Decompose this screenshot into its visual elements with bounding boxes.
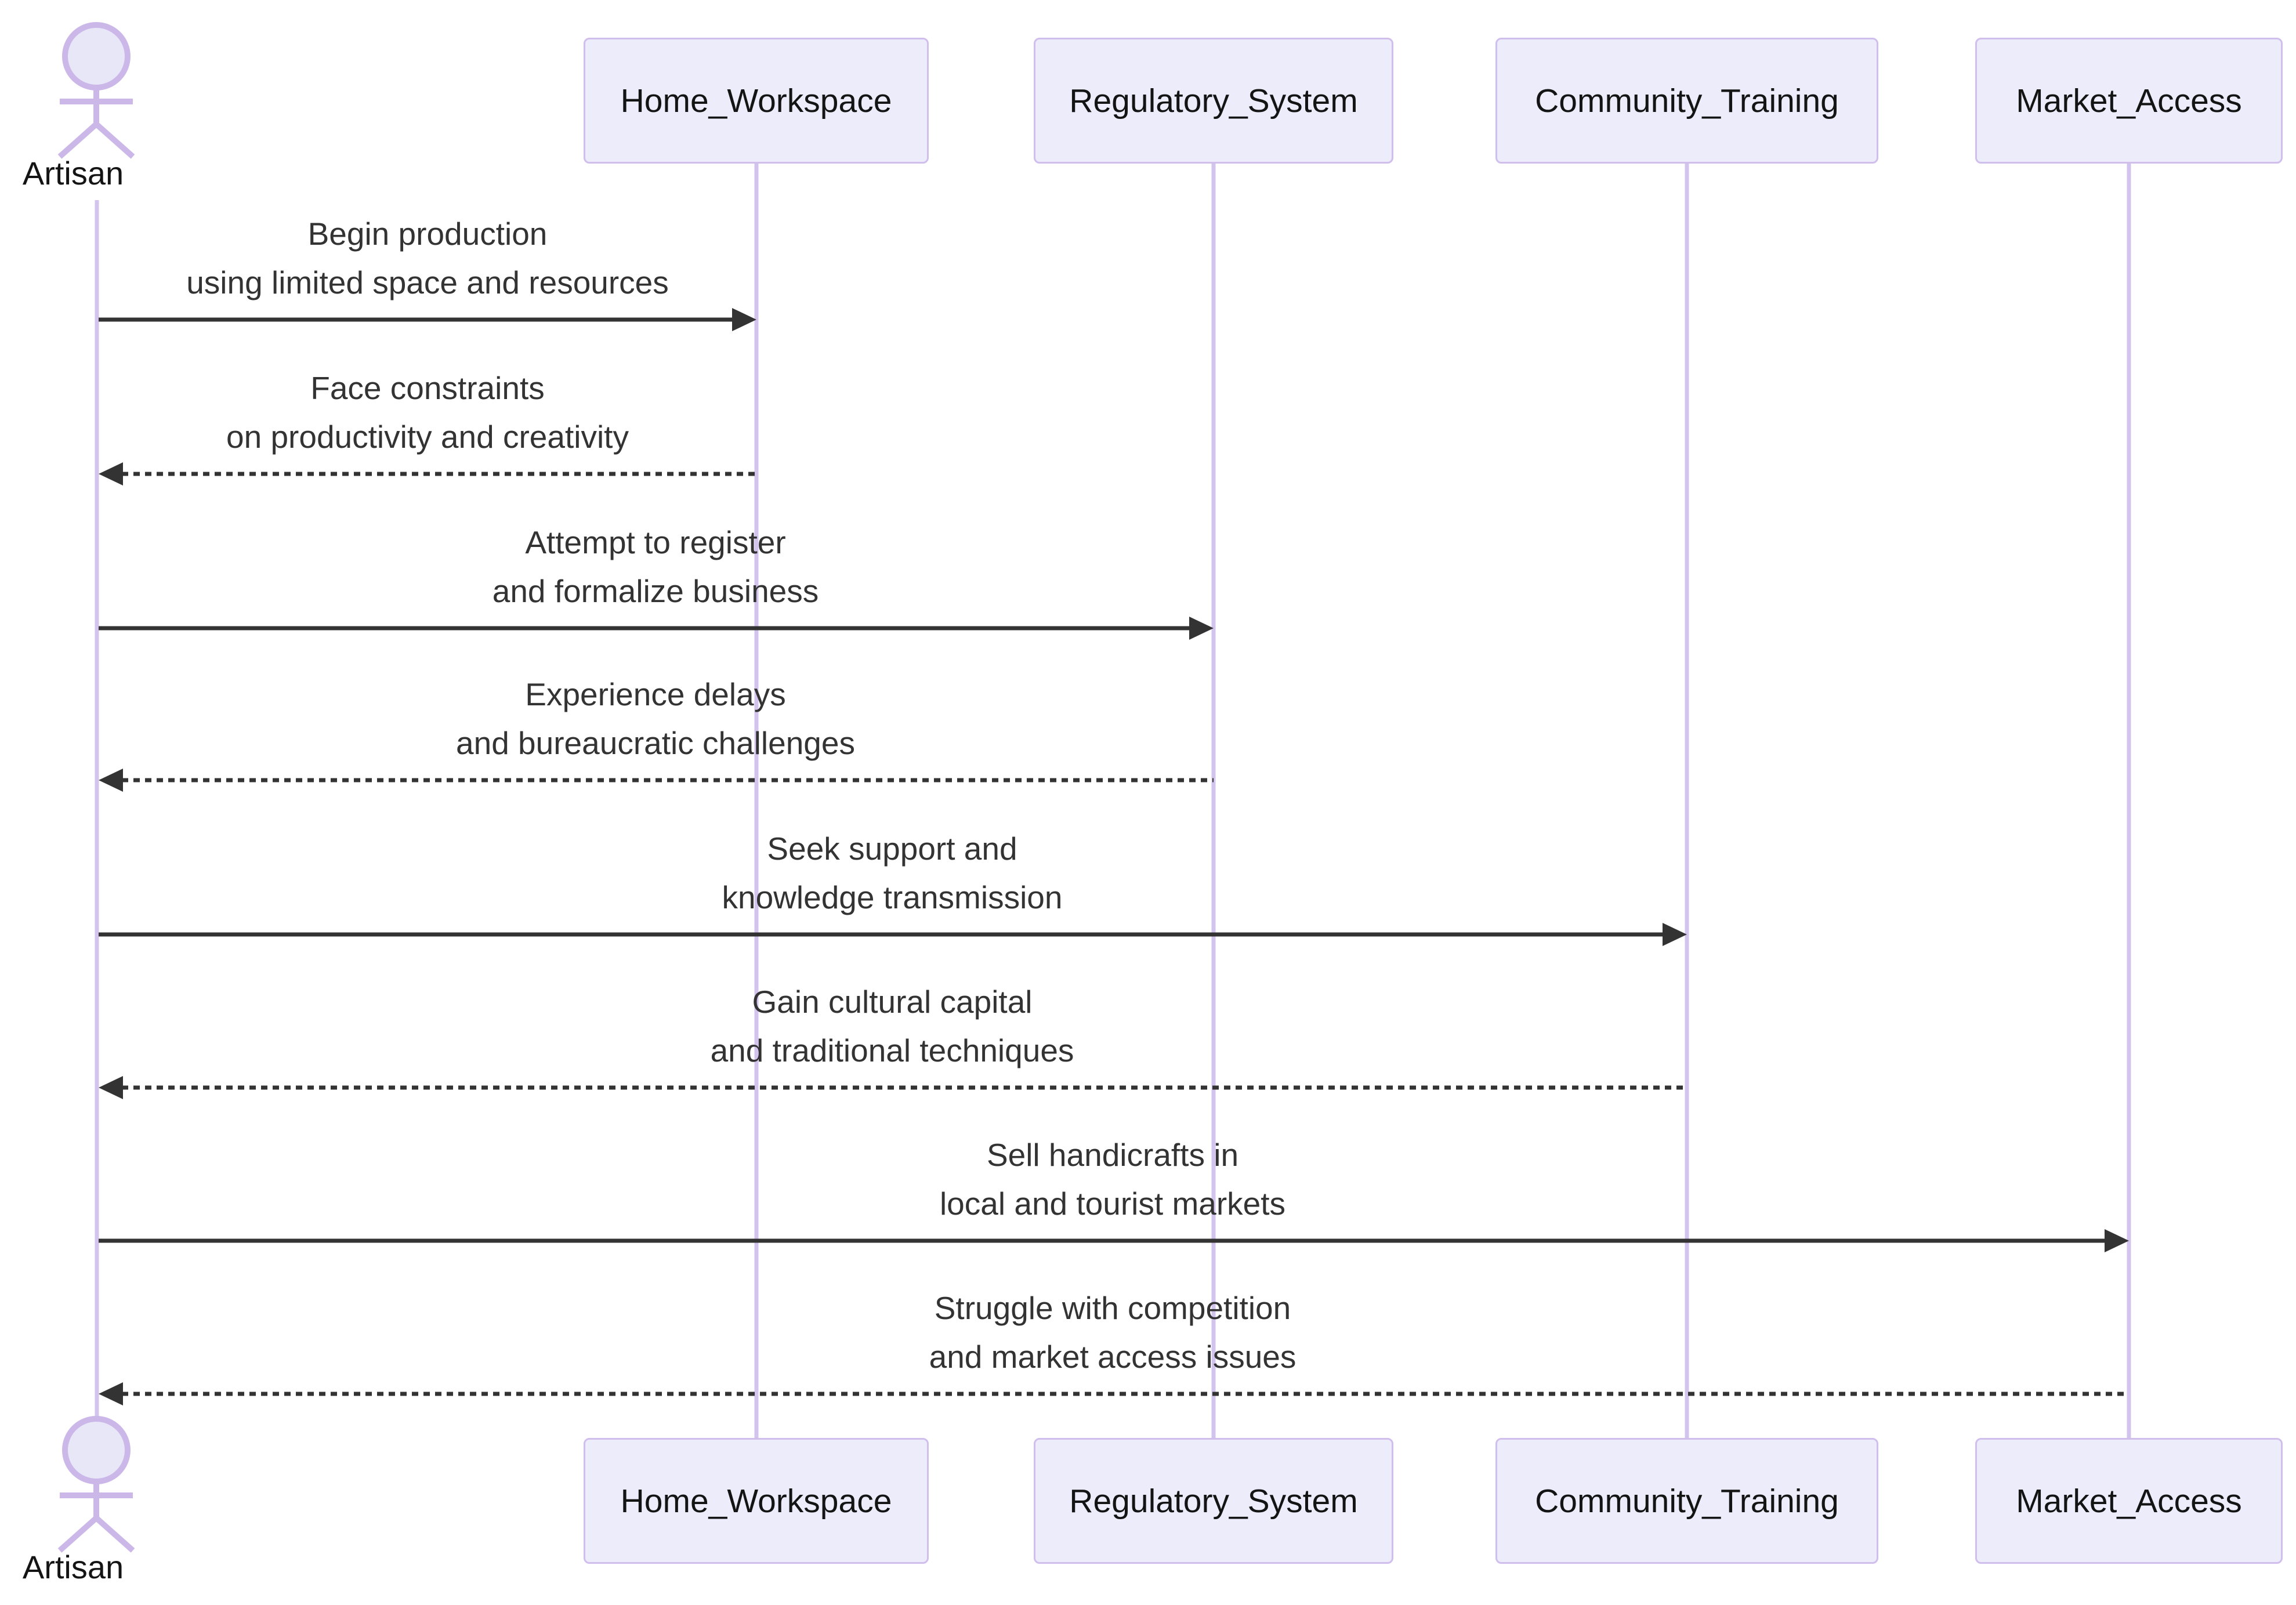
message-label-6 — [486, 977, 1298, 1075]
participant-box-community-training-bottom: Community_Training — [1495, 1438, 1878, 1564]
message-2-line-1: Face constraints — [310, 370, 545, 406]
actor-figure-bottom — [60, 1419, 133, 1550]
message-2-line-2: on productivity and creativity — [226, 419, 629, 455]
message-arrow-7 — [99, 1229, 2129, 1252]
message-label-3 — [249, 518, 1062, 615]
message-8-line-2: and market access issues — [929, 1339, 1297, 1375]
message-1-line-2: using limited space and resources — [186, 265, 669, 300]
participant-box-home-workspace-bottom: Home_Workspace — [584, 1438, 929, 1564]
message-8-line-1: Struggle with competition — [934, 1290, 1291, 1326]
message-5-line-1: Seek support and — [767, 831, 1017, 867]
message-arrow-3 — [99, 617, 1214, 640]
message-arrow-4 — [99, 769, 1214, 792]
message-arrow-2 — [99, 462, 756, 486]
message-7-line-2: local and tourist markets — [939, 1186, 1286, 1222]
message-1-line-1: Begin production — [307, 216, 548, 252]
actor-figure-top — [60, 25, 133, 157]
message-label-1 — [21, 209, 834, 307]
message-label-5 — [486, 824, 1298, 922]
message-arrow-8 — [99, 1382, 2129, 1405]
message-label-4 — [249, 670, 1062, 767]
message-6-line-1: Gain cultural capital — [752, 984, 1033, 1020]
participant-box-community-training-top: Community_Training — [1495, 38, 1878, 164]
message-5-line-2: knowledge transmission — [722, 879, 1063, 915]
participant-box-market-access-top: Market_Access — [1975, 38, 2283, 164]
participant-box-home-workspace-top: Home_Workspace — [584, 38, 929, 164]
participant-box-market-access-bottom: Market_Access — [1975, 1438, 2283, 1564]
message-arrow-1 — [99, 308, 756, 331]
message-arrow-6 — [99, 1076, 1687, 1099]
actor-label-artisan-top: Artisan — [22, 155, 124, 191]
participant-box-regulatory-system-bottom: Regulatory_System — [1034, 1438, 1393, 1564]
message-arrow-5 — [99, 923, 1687, 946]
message-label-2 — [21, 364, 834, 461]
message-label-7 — [707, 1131, 1519, 1228]
message-7-line-1: Sell handicrafts in — [986, 1137, 1239, 1173]
message-label-8 — [707, 1284, 1519, 1381]
message-4-line-1: Experience delays — [525, 676, 786, 712]
message-3-line-2: and formalize business — [492, 573, 819, 609]
actor-label-artisan-bottom: Artisan — [22, 1549, 124, 1585]
message-6-line-2: and traditional techniques — [710, 1032, 1074, 1068]
participant-box-regulatory-system-top: Regulatory_System — [1034, 38, 1393, 164]
message-3-line-1: Attempt to register — [525, 524, 786, 560]
message-4-line-2: and bureaucratic challenges — [456, 725, 855, 761]
